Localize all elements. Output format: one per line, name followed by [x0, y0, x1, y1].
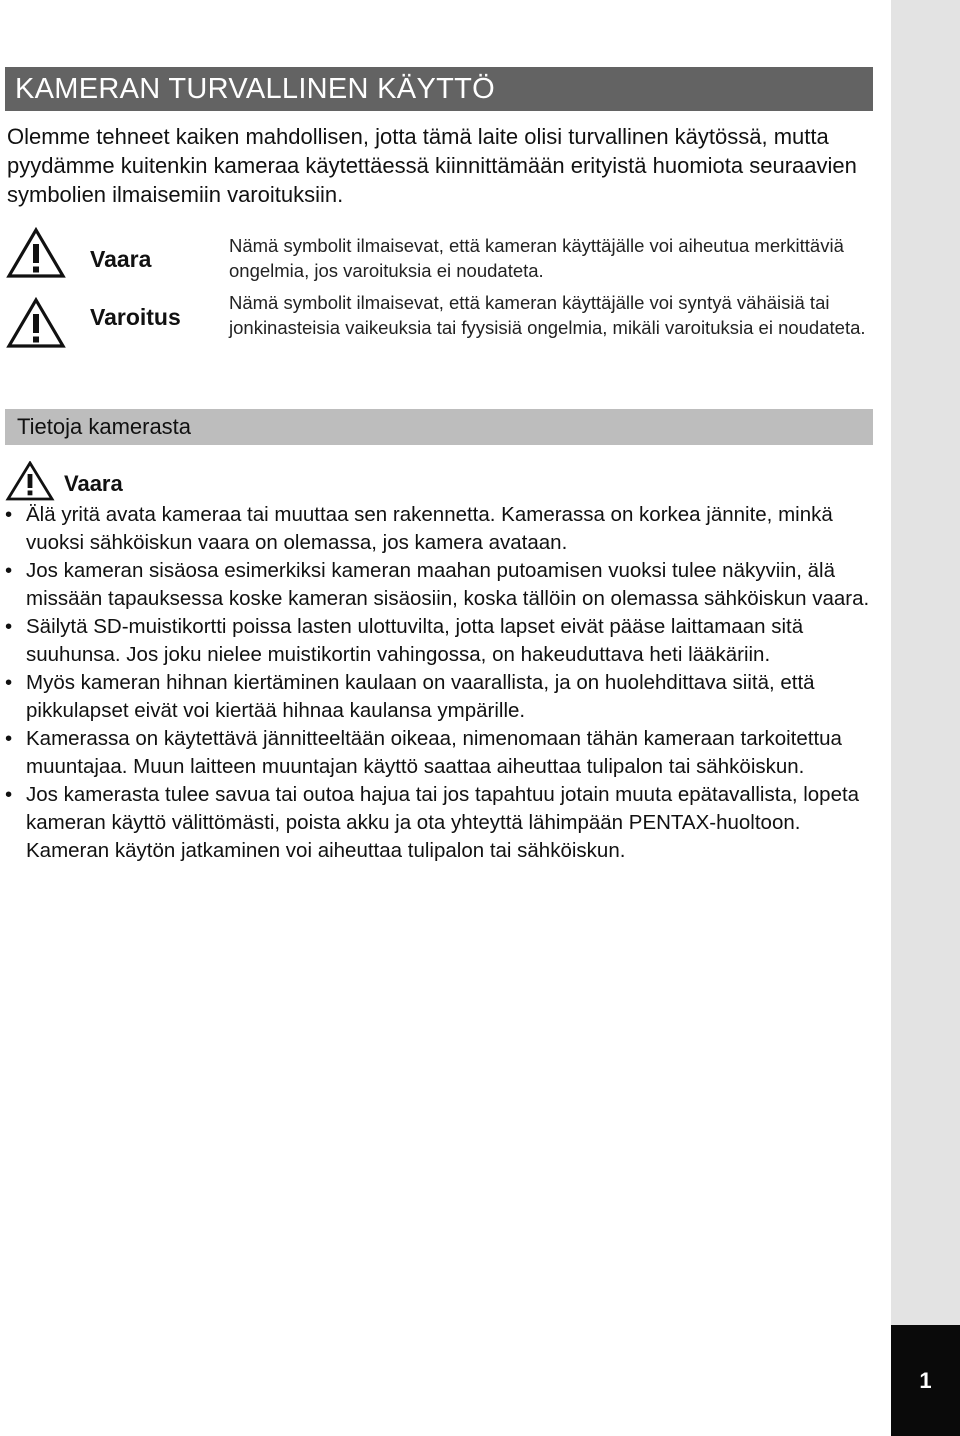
side-strip — [891, 0, 960, 1436]
symbol-label-caution: Varoitus — [90, 304, 181, 330]
list-item-text: Myös kameran hihnan kiertäminen kaulaan on vaarallista, ja on huolehdittava siitä, että pikkulapset eivät voi kiertää hihnaa kaulansa ympärille. — [26, 671, 815, 722]
section-title: Tietoja kamerasta — [5, 409, 873, 445]
bullet-glyph: • — [5, 671, 13, 694]
bullet-glyph: • — [5, 727, 13, 750]
warning-triangle-icon — [6, 227, 66, 279]
list-item — [0, 725, 880, 781]
list-item — [0, 781, 880, 865]
page-number-tab — [891, 1325, 960, 1436]
list-item-text: Säilytä SD-muistikortti poissa lasten ulottuvilta, jotta lapset eivät pääse laittamaan sitä suuhunsa. Jos joku nielee muistikortin vahingossa, on hakeuduttava heti lääkäriin. — [26, 615, 804, 666]
symbol-description-caution: Nämä symbolit ilmaisevat, että kameran käyttäjälle voi syntyä vähäisiä tai jonkinasteisia vaikeuksia tai fyysisiä ongelmia, mikäli varoituksia ei noudateta. — [229, 292, 866, 338]
bullet-glyph: • — [5, 503, 13, 526]
symbol-description-danger: Nämä symbolit ilmaisevat, että kameran käyttäjälle voi aiheutua merkittäviä ongelmia, jos varoituksia ei noudateta. — [229, 235, 844, 281]
list-item — [0, 557, 880, 613]
section-warning-label: Vaara — [64, 471, 123, 496]
list-item-text: Jos kamerasta tulee savua tai outoa hajua tai jos tapahtuu jotain muuta epätavallista, lopeta kameran käyttö välittömästi, poista akku ja ota yhteyttä lähimpään PENTAX-huoltoon. Kameran käytön jatkaminen voi aiheuttaa tulipalon tai sähköiskun. — [26, 783, 860, 862]
list-item — [0, 613, 880, 669]
list-item — [0, 501, 880, 557]
page-title: KAMERAN TURVALLINEN KÄYTTÖ — [5, 67, 873, 111]
bullet-glyph: • — [5, 783, 13, 806]
bullet-glyph: • — [5, 615, 13, 638]
bullet-glyph: • — [5, 559, 13, 582]
list-item-text: Jos kameran sisäosa esimerkiksi kameran maahan putoamisen vuoksi tulee näkyviin, älä missään tapauksessa koske kameran sisäosiin, koska tällöin on olemassa sähköiskun vaara. — [26, 559, 870, 610]
intro-paragraph: Olemme tehneet kaiken mahdollisen, jotta tämä laite olisi turvallinen käytössä, mutta pyydämme kuitenkin kameraa käytettäessä kiinnittämään erityistä huomiota seuraavien symbolien ilmaisemiin varoituksiin. — [7, 124, 857, 207]
safety-bullet-list — [0, 501, 880, 865]
warning-triangle-icon — [5, 461, 55, 501]
warning-triangle-icon — [6, 297, 66, 349]
list-item-text: Kamerassa on käytettävä jännitteeltään oikeaa, nimenomaan tähän kameraan tarkoitettua muuntajaa. Muun laitteen muuntajan käyttö saattaa aiheuttaa tulipalon tai sähköiskun. — [26, 727, 842, 778]
list-item — [0, 669, 880, 725]
page-number: 1 — [919, 1367, 932, 1393]
list-item-text: Älä yritä avata kameraa tai muuttaa sen rakennetta. Kamerassa on korkea jännite, minkä vuoksi sähköiskun vaara on olemassa, jos kamera avataan. — [26, 503, 833, 554]
symbol-label-danger: Vaara — [90, 246, 152, 272]
